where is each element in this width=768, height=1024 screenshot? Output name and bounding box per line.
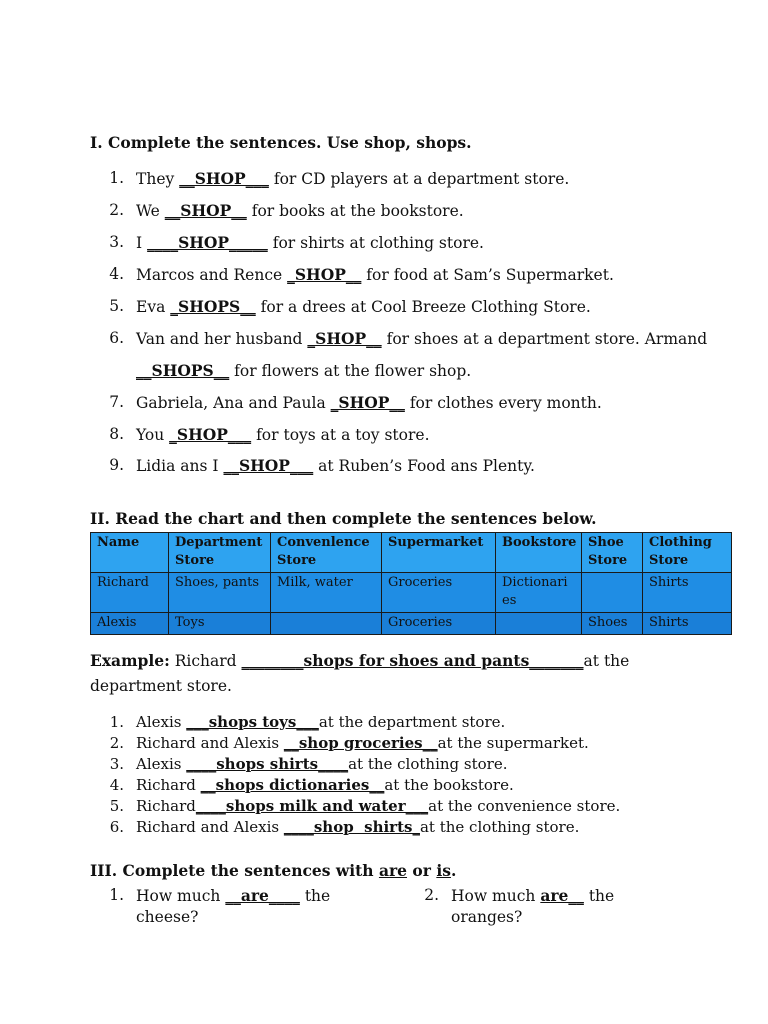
section-1-item [136,456,535,475]
q2-number: 2. [424,886,439,904]
section-1-item [136,393,602,412]
example-pre: Richard [169,652,242,670]
section-1-item-post: for CD players at a department store. [268,170,570,188]
chart-cell: Richard [91,573,169,613]
example-line [90,651,629,670]
q2-pre: How much [451,887,541,905]
section-2-item [136,818,579,836]
section-2-item [136,734,589,752]
section-2-item [136,713,505,731]
chart-cell: Shoes, pants [169,573,271,613]
section-2-item [136,797,620,815]
section-1-item-number: 8. [109,425,124,443]
section-2-item-pre: Richard and Alexis [136,818,284,836]
section-1-item-number: 7. [109,393,124,411]
section-1-item-number: 4. [109,265,124,283]
section-1-item-post: for food at Sam’s Supermarket. [361,266,614,284]
chart-cell: Milk, water [271,573,382,613]
chart-cell: Dictionaries [496,573,582,613]
section-1-item-pre: You [136,426,170,444]
section-2-item-pre: Richard [136,797,196,815]
section-2-item-post: at the convenience store. [428,797,621,815]
section-2-item [136,776,514,794]
section-1-item-pre: We [136,202,165,220]
section-2-item [136,755,507,773]
q1-number: 1. [109,886,124,904]
chart-cell: Groceries [382,613,496,635]
section-1-item-number: 5. [109,297,124,315]
section-2-item-post: at the clothing store. [348,755,508,773]
section-3-title-is: is [436,861,451,880]
section-1-item-answer: __SHOPS__ [136,361,230,380]
q2-line [451,886,614,905]
chart-row-alexis [91,613,732,635]
section-2-item-post: at the bookstore. [384,776,514,794]
chart-header-cell: Department Store [169,533,271,573]
section-2-item-post: at the clothing store. [419,818,580,836]
section-2-item-pre: Richard [136,776,201,794]
chart-cell [271,613,382,635]
section-1-item-pre: Van and her husband [136,330,308,348]
section-2-item-pre: Alexis [136,713,187,731]
section-1-item-pre: Gabriela, Ana and Paula [136,394,331,412]
section-2-item-answer: ___shops toys___ [186,713,319,731]
section-1-item-post: for shoes at a department store. Armand [381,330,708,348]
section-1-item-number: 3. [109,233,124,251]
section-1-item [136,265,614,284]
section-1-item-pre: They [136,170,180,188]
chart-cell: Toys [169,613,271,635]
q1-line-2: cheese? [136,908,199,926]
chart-cell [496,613,582,635]
section-2-item-answer: ____shops milk and water___ [195,797,429,815]
section-1-item-answer: ____SHOP_____ [147,233,268,252]
q1-pre: How much [136,887,226,905]
section-3-title-mid: or [407,861,437,880]
section-1-item-number: 6. [109,329,124,347]
section-1-item-pre: Marcos and Rence [136,266,288,284]
section-1-item-number: 1. [109,169,124,187]
section-1-item-pre: I [136,234,148,252]
section-2-item-number: 5. [109,797,124,815]
section-1-item-pre: Eva [136,298,171,316]
section-1-item [136,201,464,220]
section-2-item-answer: __shop groceries__ [283,734,438,752]
chart-header-cell: Convenlence Store [271,533,382,573]
section-1-item-answer: _SHOPS__ [170,297,256,316]
section-1-item-answer: __SHOP___ [179,169,269,188]
section-3-title-pre: III. Complete the sentences with [90,861,379,880]
chart-header-cell: Clothing Store [643,533,732,573]
chart-cell: Shirts [643,573,732,613]
section-2-item-number: 6. [109,818,124,836]
section-1-item-post: for shirts at clothing store. [267,234,484,252]
section-1-title: I. Complete the sentences. Use shop, shops. [90,133,472,152]
chart-header-cell: Supermarket [382,533,496,573]
section-2-item-answer: ____shop shirts_ [283,818,420,836]
section-2-item-number: 2. [109,734,124,752]
section-3-title-are: are [378,861,408,880]
example-line-2: department store. [90,677,232,695]
section-3-title-end: . [450,861,457,880]
section-1-item-answer: __SHOP__ [164,201,247,220]
section-2-title: II. Read the chart and then complete the sentences below. [90,509,597,528]
section-1-item-pre: Lidia ans I [136,457,224,475]
section-1-item [136,297,591,316]
chart-cell: Alexis [91,613,169,635]
section-1-item [136,425,430,444]
section-1-item [136,233,484,252]
chart-cell: Shirts [643,613,732,635]
chart-header-cell: Shoe Store [582,533,643,573]
section-1-item-post: for a drees at Cool Breeze Clothing Store. [255,298,591,316]
section-1-item-answer: _SHOP___ [169,425,252,444]
chart-cell: Groceries [382,573,496,613]
q2-answer: are__ [540,886,584,905]
section-2-item-answer: __shops dictionaries__ [200,776,385,794]
section-1-item-post: at Ruben’s Food ans Plenty. [313,457,535,475]
section-2-item-pre: Richard and Alexis [136,734,284,752]
example-label: Example: [90,651,170,670]
q1-post: the [299,887,331,905]
section-1-item [136,169,569,188]
section-1-item-post: for flowers at the flower shop. [229,362,472,380]
section-1-item-answer: _SHOP__ [287,265,362,284]
section-3-title [90,861,456,880]
section-1-item-post: for books at the bookstore. [246,202,464,220]
section-2-item-post: at the supermarket. [437,734,589,752]
section-2-item-number: 3. [109,755,124,773]
q1-line [136,886,330,905]
q2-post: the [583,887,615,905]
chart-cell: Shoes [582,613,643,635]
shopping-chart [90,532,732,635]
section-2-item-number: 1. [109,713,124,731]
section-2-item-pre: Alexis [136,755,187,773]
chart-header-row [91,533,732,573]
chart-cell [582,573,643,613]
example-answer: ________shops for shoes and pants_______ [241,651,584,670]
section-2-item-number: 4. [109,776,124,794]
section-2-item-answer: ____shops shirts____ [186,755,349,773]
section-1-item-number: 2. [109,201,124,219]
chart-header-cell: Name [91,533,169,573]
section-1-item-answer: __SHOP___ [223,456,314,475]
section-1-item-answer: _SHOP__ [307,329,382,348]
section-2-item-post: at the department store. [318,713,506,731]
section-1-item-answer: _SHOP__ [330,393,405,412]
example-post: at the [583,652,630,670]
q1-answer: __are____ [225,886,300,905]
section-1-item-number: 9. [109,456,124,474]
chart-row-richard [91,573,732,613]
q2-line-2: oranges? [451,908,523,926]
section-1-item [136,329,707,348]
section-1-item-post: for toys at a toy store. [251,426,430,444]
section-1-item [136,361,471,380]
section-1-item-post: for clothes every month. [404,394,602,412]
chart-header-cell: Bookstore [496,533,582,573]
